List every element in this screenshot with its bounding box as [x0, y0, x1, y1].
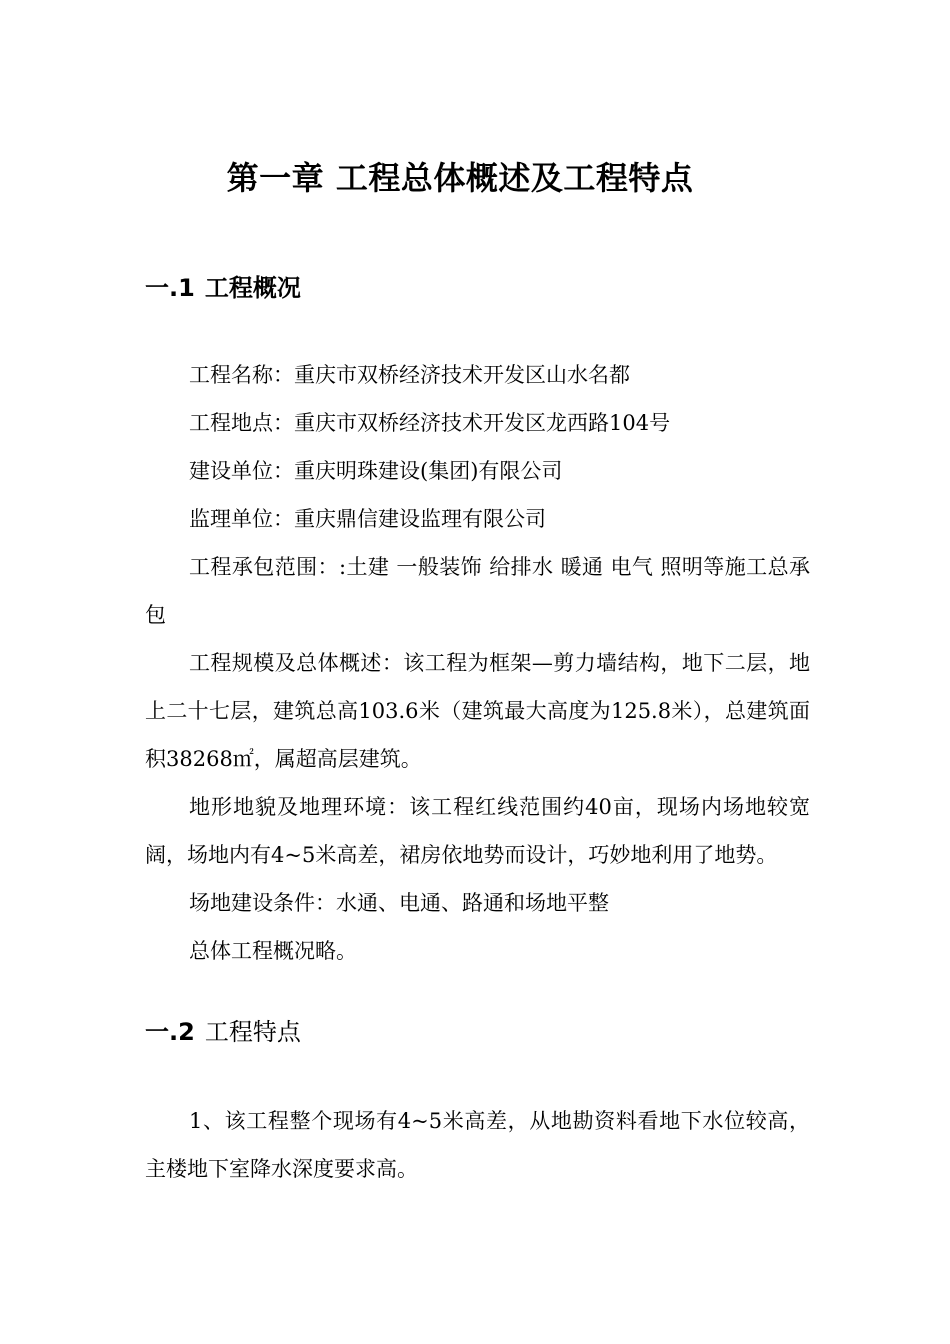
- paragraph-builder: 建设单位：重庆明珠建设(集团)有限公司: [189, 459, 563, 483]
- section-heading-features: [145, 1012, 301, 1052]
- section-number: 一.1: [145, 274, 195, 302]
- paragraph-supervisor: 监理单位：重庆鼎信建设监理有限公司: [189, 507, 546, 531]
- paragraph-terrain: 地形地貌及地理环境：该工程红线范围约40亩，现场内场地较宽阔，场地内有4~5米高差，裙房依地势而设计，巧妙地利用了地势。: [145, 795, 810, 867]
- section-number: 一.2: [145, 1018, 195, 1046]
- paragraph-project-name: 工程名称：重庆市双桥经济技术开发区山水名都: [189, 363, 630, 387]
- paragraph-summary: 总体工程概况略。: [189, 939, 357, 963]
- paragraph-site-conditions: 场地建设条件：水通、电通、路通和场地平整: [189, 891, 609, 915]
- paragraph-feature-1: 1、该工程整个现场有4~5米高差，从地勘资料看地下水位较高，主楼地下室降水深度要求高。: [145, 1109, 810, 1181]
- section-heading-overview: [145, 268, 301, 308]
- paragraph-scale-overview: 工程规模及总体概述：该工程为框架—剪力墙结构，地下二层，地上二十七层，建筑总高103.6米（建筑最大高度为125.8米），总建筑面积38268㎡，属超高层建筑。: [145, 651, 810, 771]
- section-title: 工程概况: [204, 274, 301, 302]
- paragraph-project-location: 工程地点：重庆市双桥经济技术开发区龙西路104号: [189, 411, 671, 435]
- section-title: 工程特点: [204, 1018, 301, 1046]
- paragraph-contract-scope: 工程承包范围：:土建 一般装饰 给排水 暖通 电气 照明等施工总承包: [145, 555, 810, 627]
- chapter-title: 第一章 工程总体概述及工程特点: [226, 159, 694, 197]
